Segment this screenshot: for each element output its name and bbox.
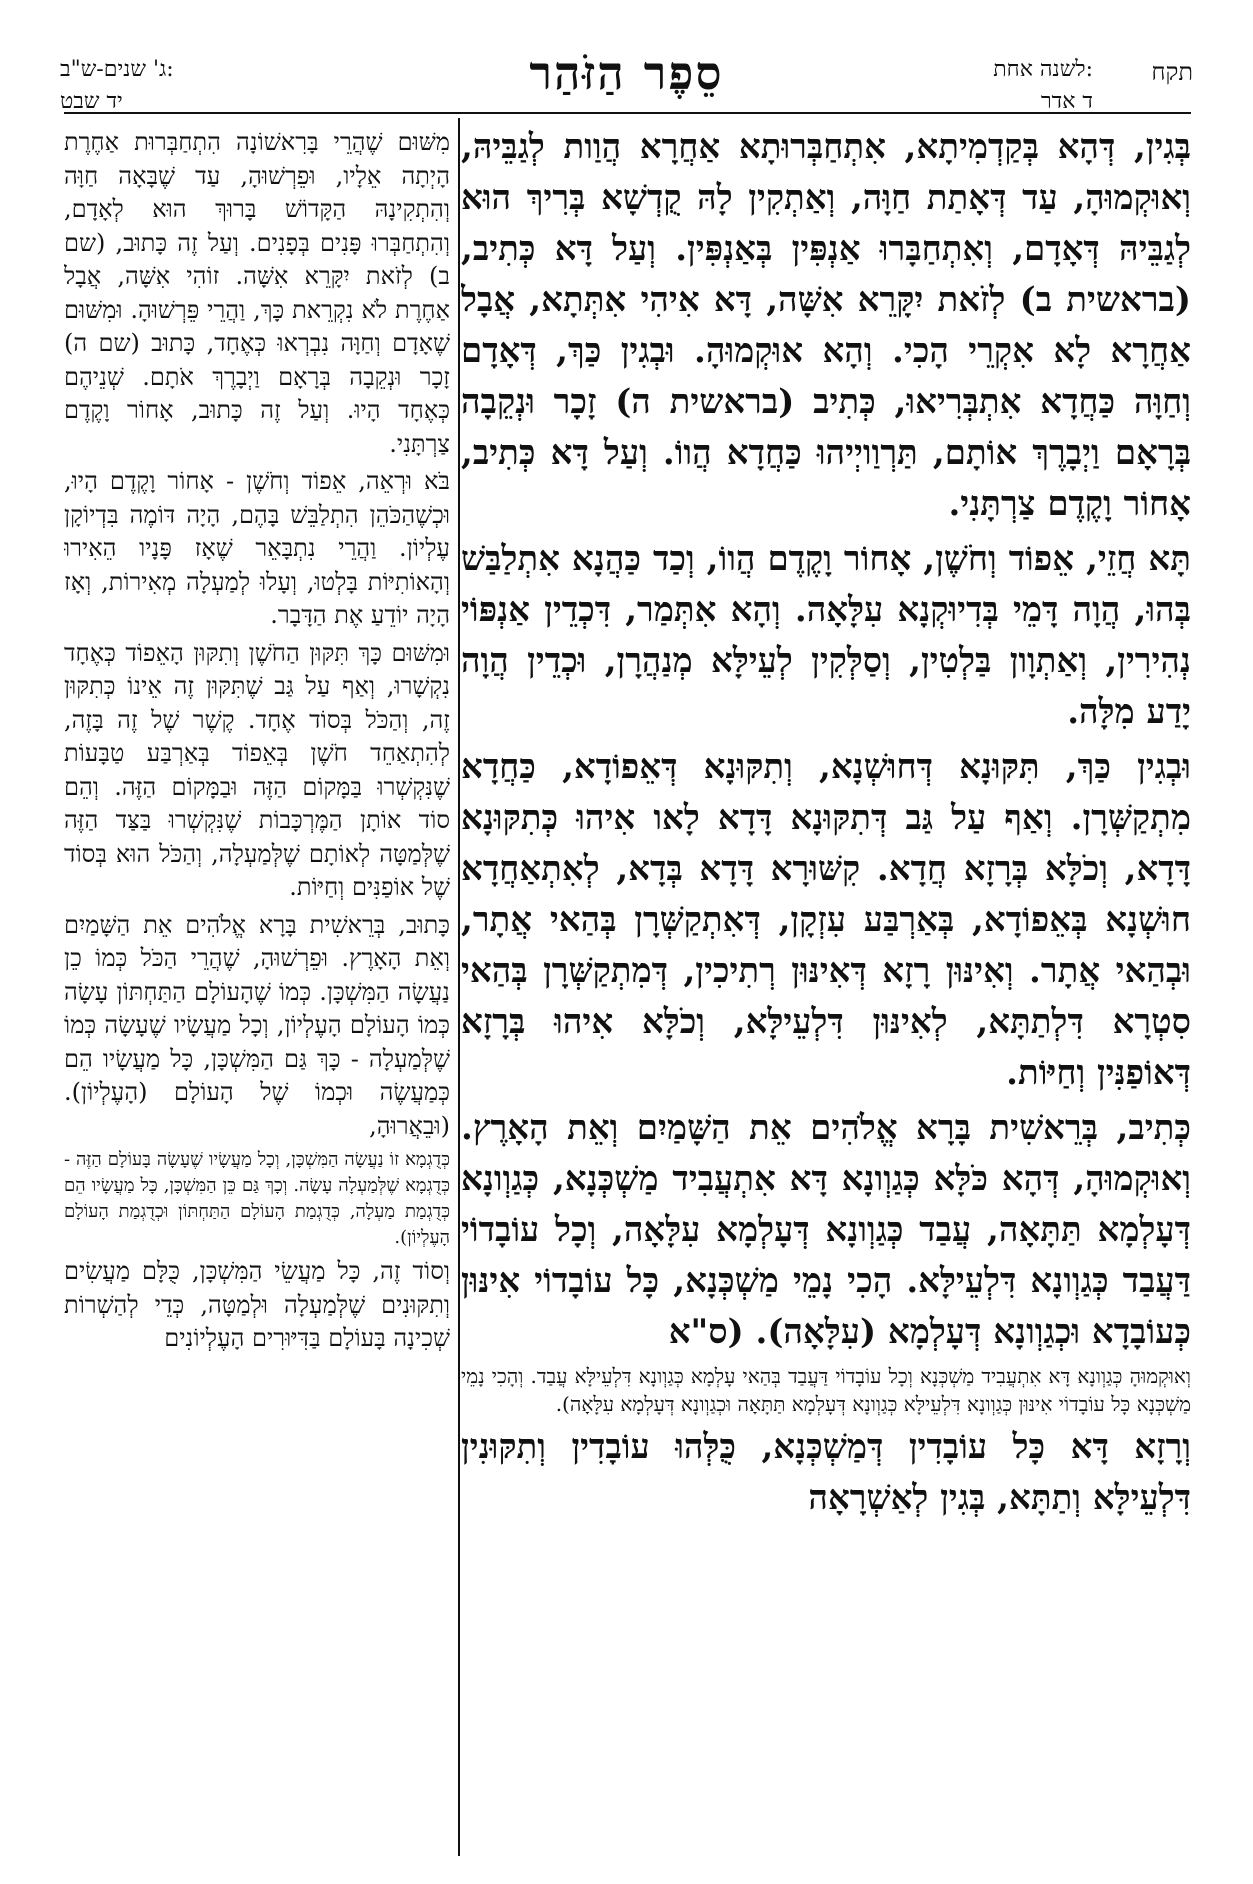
aramaic-paragraph: תָּא חֲזֵי, אֵפוֹד וְחֹשֶׁן, אָחוֹר וָקֶדֶם הֲווֹ, וְכַד כַּהֲנָא אִתְלַבַּשׁ בְּהוּ, הֲוָה דָּמֵי בְּדִיוּקְנָא עִלָּאָה. וְהָא אִתְּמַר, דִּכְדֵין אַנְפּוֹי נְהִירִין, וְאַתְוָון בַּלְטִין, וְסַלְּקִין לְעֵילָּא מְנַהֲרָן, וּכְדֵין הֲוָה יָדַע מִלָּה. <box>461 539 1191 732</box>
book-title: סֵפֶר הַזֹּהַר <box>529 46 724 100</box>
three-year-cycle-label: ג' שנים-ש"ב: <box>60 57 174 82</box>
aramaic-paragraph: וּבְגִין כַּךְ, תִּקּוּנָא דְּחוּשְׁנָא, וְתִקּוּנָא דְּאֵפוֹדָא, כַּחֲדָא מִתְקַשְּׁרָן. וְאַף עַל גַּב דְּתִקּוּנָא דָּדָא לָאו אִיהוּ כְּתִקּוּנָא דָּדָא, וְכֹלָּא בְּרָזָא חֲדָא. קִשּׁוּרָא דָּדָא בְּדָא, לְאִתְאַחֲדָא חוּשְׁנָא בְּאֵפוֹדָא, בְּאַרְבַּע עִזְקָן, דְּאִתְקַשְּׁרָן בְּהַאי אֲתָר, וּבְהַאי אֲתָר. וְאִינּוּן רָזָא דְּאִינּוּן רְתִיכִין, דְּמִתְקַשְּׁרָן בְּהַאי סִטְרָא דִּלְתַתָּא, לְאִינּוּן דִּלְעֵילָּא, וְכֹלָּא אִיהוּ בְּרָזָא דְּאוֹפַנִּין וְחַיּוֹת. <box>461 747 1191 1093</box>
aramaic-paragraph: בְּגִין, דְּהָא בְּקַדְמִיתָא, אִתְחַבְּרוּתָא אַחֲרָא הֲוַות לְגַבֵּיהּ, וְאוּקְמוּהָ, עַד דְּאָתַת חַוָּה, וְאַתְקִין לָהּ קֻדְשָׁא בְּרִיךְ הוּא לְגַבֵּיהּ דְּאָדָם, וְאִתְחַבָּרוּ אַנְפִּין בְּאַנְפִּין. וְעַל דָּא כְּתִיב, (בראשית ב) לְזֹאת יִקָּרֵא אִשָּׁה, דָּא אִיהִי אִתְּתָא, אֲבָל אַחֲרָא לָא אִקְרֵי הָכִי. וְהָא אוּקְמוּהָ. וּבְגִין כַּךְ, דְּאָדָם וְחַוָּה כַּחֲדָא אִתְבְּרִיאוּ, כְּתִיב (בראשית ה) זָכָר וּנְקֵבָה בְּרָאָם וַיְבָרֶךְ אוֹתָם, תַּרְוַויְיהוּ כַּחֲדָא הֲווֹ. וְעַל דָּא כְּתִיב, אָחוֹר וָקֶדֶם צַרְתָּנִי. <box>461 127 1191 524</box>
hebrew-translation-column <box>64 126 450 1854</box>
page-header <box>60 0 1193 114</box>
hebrew-variant-note: כְּדֻגְמָא זוֹ נַעֲשָׂה הַמִּשְׁכָּן, וְכָל מַעֲשָׂיו שֶׁעָשָׂה בָּעוֹלָם הַזֶּה - כְּדֻגְמָא שֶׁלְּמַעְלָה עָשָׂה. וְכָךְ גַּם כֵּן הַמִּשְׁכָּן, כָּל מַעֲשָׂיו הֵם כְּדֻגְמַת מַעְלָה, כְּדֻגְמַת הָעוֹלָם הַתַּחְתּוֹן וּכְדֻגְמַת הָעוֹלָם הָעֶלְיוֹן). <box>64 1149 450 1248</box>
header-divider <box>64 112 1191 114</box>
aramaic-paragraph: וְרָזָא דָּא כָּל עוֹבָדִין דְּמַשְׁכְּנָא, כֻּלְּהוּ עוֹבָדִין וְתִקּוּנִין דִּלְעֵילָּא וְתַתָּא, בְּגִין לְאַשְׁרָאָה <box>461 1427 1191 1518</box>
hebrew-paragraph: וְסוֹד זֶה, כָּל מַעֲשֵׂי הַמִּשְׁכָּן, כֻּלָּם מַעֲשִׂים וְתִקּוּנִים שֶׁלְּמַעְלָה וּלְמַטָּה, כְּדֵי לְהַשְׁרוֹת שְׁכִינָה בָּעוֹלָם בַּדִּיּוּרִים הָעֶלְיוֹנִים <box>64 1257 450 1352</box>
hebrew-paragraph: בֹּא וּרְאֵה, אֵפוֹד וְחֹשֶׁן - אָחוֹר וָקֶדֶם הָיוּ, וּכְשֶׁהַכֹּהֵן הִתְלַבֵּשׁ בָּהֶם, הָיָה דּוֹמֶה בִּדְיוֹקָן עֶלְיוֹן. וַהֲרֵי נִתְבָּאֵר שֶׁאָז פָּנָיו הֵאִירוּ וְהָאוֹתִיּוֹת בָּלְטוּ, וְעָלוּ לְמַעְלָה מְאִירוֹת, וְאָז הָיָה יוֹדֵעַ אֶת הַדָּבָר. <box>64 467 450 629</box>
page-number: תקח <box>1151 58 1193 86</box>
hebrew-paragraph: וּמִשּׁוּם כָּךְ תִּקּוּן הַחֹשֶׁן וְתִקּוּן הָאֵפוֹד כְּאֶחָד נִקְשָׁרוּ, וְאַף עַל גַּב שֶׁתִּקּוּן זֶה אֵינוֹ כְּתִקּוּן זֶה, וְהַכֹּל בְּסוֹד אֶחָד. קֶשֶׁר שֶׁל זֶה בָּזֶה, לְהִתְאַחֵד חֹשֶׁן בְּאֵפוֹד בְּאַרְבַּע טַבָּעוֹת שֶׁנִּקְשְׁרוּ בַּמָּקוֹם הַזֶּה וּבַמָּקוֹם הַזֶּה. וְהֵם סוֹד אוֹתָן הַמֶּרְכָּבוֹת שֶׁנִּקְשְׁרוּ בַּצַּד הַזֶּה שֶׁלְּמַטָּה לְאוֹתָם שֶׁלְּמַעְלָה, וְהַכֹּל הוּא בְּסוֹד שֶׁל אוֹפַנִּים וְחַיּוֹת. <box>64 638 450 901</box>
reading-date: ד אדר <box>1040 89 1093 114</box>
hebrew-paragraph: מִשּׁוּם שֶׁהֲרֵי בָּרִאשׁוֹנָה הִתְחַבְּרוּת אַחֶרֶת הָיְתָה אֵלָיו, וּפֵרְשׁוּהָ, עַד שֶׁבָּאָה חַוָּה וְהִתְקִינָהּ הַקָּדוֹשׁ בָּרוּךְ הוּא לְאָדָם, וְהִתְחַבְּרוּ פָּנִים בְּפָנִים. וְעַל זֶה כָּתוּב, (שם ב) לְזֹאת יִקָּרֵא אִשָּׁה. זוֹהִי אִשָּׁה, אֲבָל אַחֶרֶת לֹא נִקְרֵאת כָּךְ, וַהֲרֵי פֵּרְשׁוּהָ. וּמִשּׁוּם שֶׁאָדָם וְחַוָּה נִבְרְאוּ כְּאֶחָד, כָּתוּב (שם ה) זָכָר וּנְקֵבָה בְּרָאָם וַיְבָרֶךְ אֹתָם. שְׁנֵיהֶם כְּאֶחָד הָיוּ. וְעַל זֶה כָּתוּב, אָחוֹר וָקֶדֶם צַרְתָּנִי. <box>64 128 450 458</box>
hebrew-paragraph: כָּתוּב, בְּרֵאשִׁית בָּרָא אֱלֹהִים אֵת הַשָּׁמַיִם וְאֵת הָאָרֶץ. וּפֵרְשׁוּהָ, שֶׁהֲרֵי הַכֹּל כְּמוֹ כֵן נַעֲשָׂה הַמִּשְׁכָּן. כְּמוֹ שֶׁהָעוֹלָם הַתַּחְתּוֹן עָשָׂה כְּמוֹ הָעוֹלָם הָעֶלְיוֹן, וְכָל מַעֲשָׂיו שֶׁעָשָׂה כְּמוֹ שֶׁלְּמַעְלָה - כָּךְ גַּם הַמִּשְׁכָּן, כָּל מַעֲשָׂיו הֵם כְּמַעֲשֶׂה וּכְמוֹ שֶׁל הָעוֹלָם (הָעֶלְיוֹן). (וּבֵאֲרוּהָ, <box>64 910 450 1140</box>
aramaic-paragraph: כְּתִיב, בְּרֵאשִׁית בָּרָא אֱלֹהִים אֵת הַשָּׁמַיִם וְאֵת הָאָרֶץ. וְאוּקְמוּהָ, דְּהָא כֹּלָּא כְּגַוְונָא דָּא אִתְעֲבִיד מַשְׁכְּנָא, כְּגַוְונָא דְּעָלְמָא תַּתָּאָה, עֲבַד כְּגַוְונָא דְּעָלְמָא עִלָּאָה, וְכָל עוֹבָדוֹי דַּעֲבַד כְּגַוְונָא דִּלְעֵילָּא. הָכִי נָמֵי מַשְׁכְּנָא, כָּל עוֹבָדוֹי אִינּוּן כְּעוֹבָדָא וּכְגַוְונָא דְּעָלְמָא (עִלָּאָה). (ס"א <box>461 1108 1191 1352</box>
column-divider <box>458 118 460 1856</box>
cycle-date: יד שבט <box>60 89 123 114</box>
aramaic-variant-note: וְאוּקְמוּהָ כְּגַוְונָא דָּא אִתְעֲבִיד מַשְׁכְּנָא וְכָל עוֹבָדוֹי דַּעֲבַד בְּהַאי עָלְמָא כְּגַוְונָא דִּלְעֵילָּא עֲבַד. וְהָכִי נָמֵי מַשְׁכְּנָא כָּל עוֹבָדוֹי אִינּוּן כְּגַוְונָא דִּלְעֵילָּא כְּגַוְונָא דְּעָלְמָא תַּתָּאָה וּכְגַוְונָא דְּעָלְמָא עִלָּאָה). <box>461 1364 1191 1416</box>
aramaic-text-column <box>461 126 1191 1854</box>
year-cycle-label: לשנה אחת: <box>993 57 1093 82</box>
